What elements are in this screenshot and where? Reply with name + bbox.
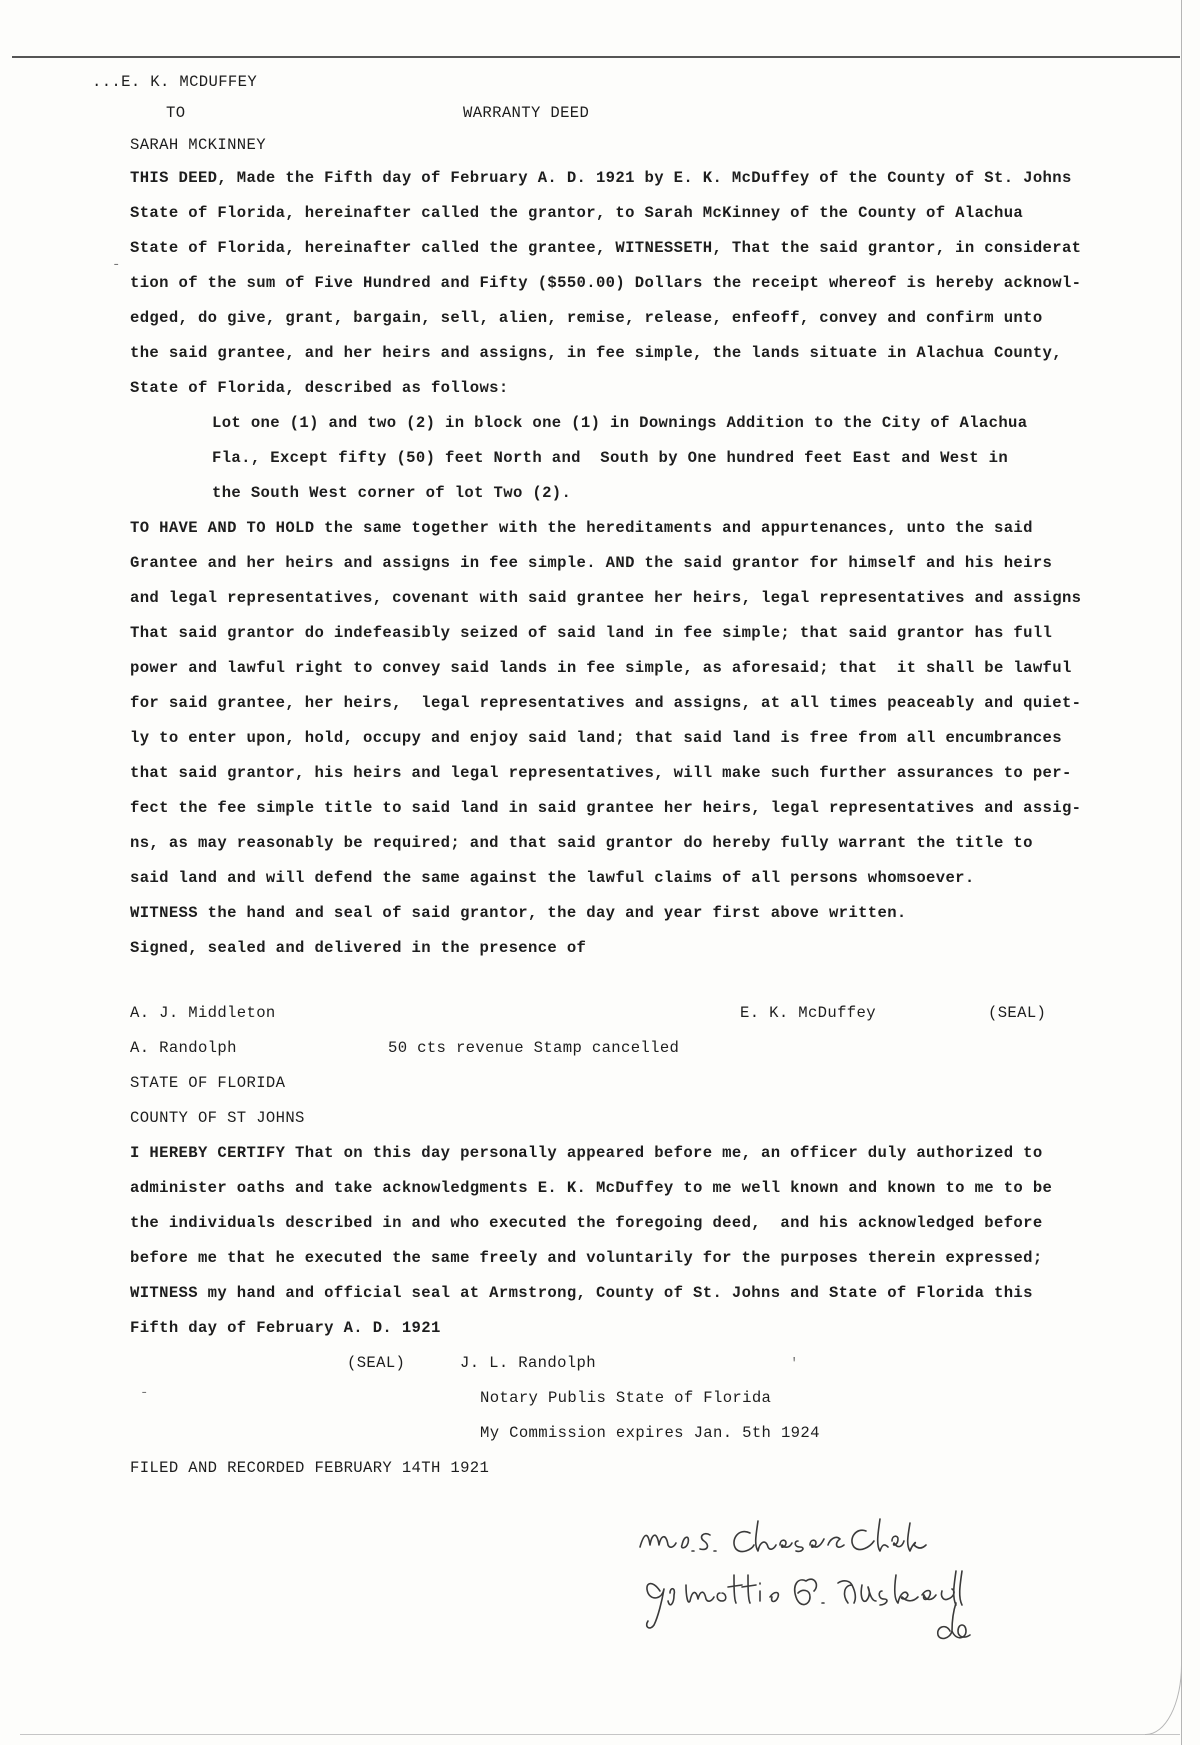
certificate-line: Fifth day of February A. D. 1921 [130,1319,441,1337]
county-line: COUNTY OF ST JOHNS [130,1109,305,1127]
habendum-line: fect the fee simple title to said land in said grantee her heirs, legal representatives and assig- [130,799,1082,817]
grantor-seal: (SEAL) [988,1004,1047,1022]
property-line: the South West corner of lot Two (2). [212,484,572,502]
habendum-line: That said grantor do indefeasibly seized of said land in fee simple; that said grantor has full [130,624,1053,642]
witness-1: A. J. Middleton [130,1004,276,1022]
habendum-line: ns, as may reasonably be required; and that said grantor do hereby fully warrant the title to [130,834,1033,852]
habendum-line: for said grantee, her heirs, legal representatives and assigns, at all times peaceably and quiet- [130,694,1082,712]
notary-title: Notary Publis State of Florida [480,1389,772,1407]
witness-2: A. Randolph [130,1039,237,1057]
certificate-line: before me that he executed the same freely and voluntarily for the purposes therein expressed; [130,1249,1043,1267]
habendum-line: power and lawful right to convey said lands in fee simple, as aforesaid; that it shall be lawful [130,659,1072,677]
notary-seal: (SEAL) [347,1354,406,1372]
stray-mark: ' [790,1356,799,1372]
body-line: tion of the sum of Five Hundred and Fifty ($550.00) Dollars the receipt whereof is hereby acknowl- [130,274,1082,292]
grantee-header: SARAH MCKINNEY [130,136,266,154]
habendum-line: that said grantor, his heirs and legal representatives, will make such further assurances to per- [130,764,1072,782]
margin-dash-mark: - [112,257,121,273]
certificate-line: WITNESS my hand and official seal at Armstrong, County of St. Johns and State of Florida this [130,1284,1033,1302]
notary-name: J. L. Randolph [460,1354,596,1372]
habendum-line: Signed, sealed and delivered in the presence of [130,939,587,957]
habendum-line: ly to enter upon, hold, occupy and enjoy said land; that said land is free from all encumbrances [130,729,1062,747]
habendum-line: WITNESS the hand and seal of said grantor, the day and year first above written. [130,904,907,922]
revenue-stamp-note: 50 cts revenue Stamp cancelled [388,1039,680,1057]
top-rule [12,56,1180,58]
to-label: TO [166,104,186,122]
body-line: the said grantee, and her heirs and assigns, in fee simple, the lands situate in Alachua County, [130,344,1062,362]
margin-dash-mark: - [140,1385,149,1401]
grantor-signature: E. K. McDuffey [740,1004,876,1022]
habendum-line: Grantee and her heirs and assigns in fee simple. AND the said grantor for himself and his heirs [130,554,1053,572]
filed-recorded-line: FILED AND RECORDED FEBRUARY 14TH 1921 [130,1459,490,1477]
property-line: Lot one (1) and two (2) in block one (1) in Downings Addition to the City of Alachua [212,414,1028,432]
page-corner-curl [1145,1664,1182,1735]
habendum-line: said land and will defend the same against the lawful claims of all persons whomsoever. [130,869,975,887]
property-line: Fla., Except fifty (50) feet North and South by One hundred feet East and West in [212,449,1009,467]
body-line: State of Florida, hereinafter called the grantee, WITNESSETH, That the said grantor, in considerat [130,239,1082,257]
body-line: edged, do give, grant, bargain, sell, alien, remise, release, enfeoff, convey and confirm unto [130,309,1043,327]
body-line: State of Florida, hereinafter called the grantor, to Sarah McKinney of the County of Alachua [130,204,1024,222]
certificate-line: I HEREBY CERTIFY That on this day personally appeared before me, an officer duly authorized to [130,1144,1043,1162]
page-bottom-edge [20,1734,1180,1735]
body-line: State of Florida, described as follows: [130,379,509,397]
page-right-edge [1181,0,1182,1745]
notary-commission: My Commission expires Jan. 5th 1924 [480,1424,820,1442]
habendum-line: TO HAVE AND TO HOLD the same together with the hereditaments and appurtenances, unto the said [130,519,1033,537]
habendum-line: and legal representatives, covenant with said grantee her heirs, legal representatives and assigns [130,589,1082,607]
certificate-line: administer oaths and take acknowledgments E. K. McDuffey to me well known and known to me to be [130,1179,1053,1197]
document-title: WARRANTY DEED [463,104,590,122]
state-line: STATE OF FLORIDA [130,1074,286,1092]
body-line: THIS DEED, Made the Fifth day of February A. D. 1921 by E. K. McDuffey of the County of St. Johns [130,169,1072,187]
certificate-line: the individuals described in and who executed the foregoing deed, and his acknowledged before [130,1214,1043,1232]
clerk-handwritten-signature [630,1505,1010,1655]
grantor-header: ...E. K. MCDUFFEY [92,73,258,91]
